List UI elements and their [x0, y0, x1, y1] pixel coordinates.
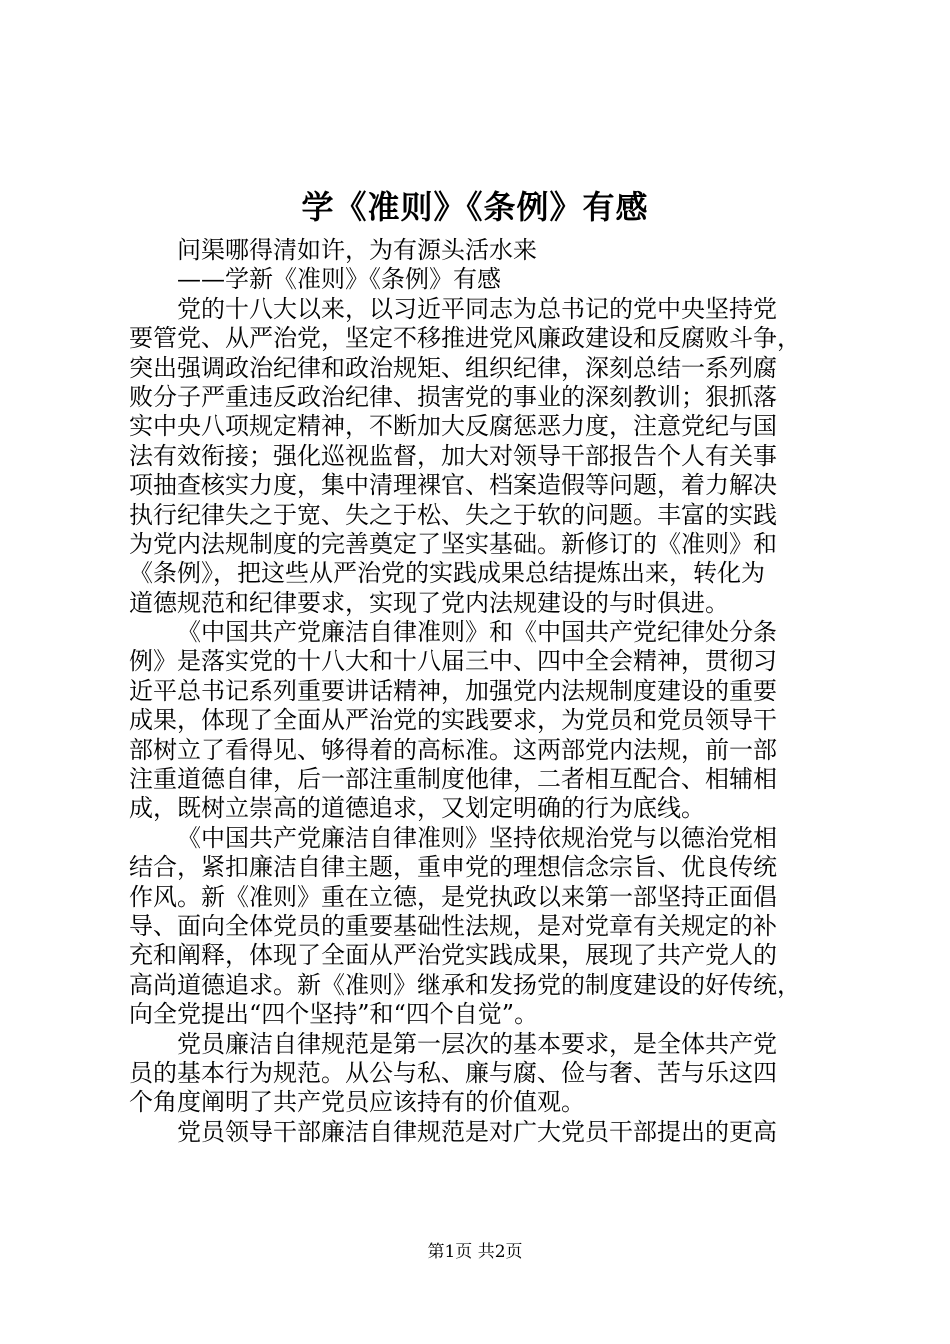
body-line: 《条例》，把这些从严治党的实践成果总结提炼出来，转化为 — [129, 559, 765, 588]
body-line: 要管党、从严治党，坚定不移推进党风廉政建设和反腐败斗争， — [129, 324, 801, 353]
body-line: 法有效衔接；强化巡视监督，加大对领导干部报告个人有关事 — [129, 441, 777, 470]
body-line: 部树立了看得见、够得着的高标准。这两部党内法规，前一部 — [129, 735, 777, 764]
body-line: 作风。新《准则》重在立德，是党执政以来第一部坚持正面倡 — [129, 882, 777, 911]
subtitle-line: ——学新《准则》《条例》有感 — [177, 265, 501, 294]
body-line: 结合，紧扣廉洁自律主题，重申党的理想信念宗旨、优良传统 — [129, 853, 777, 882]
page-footer: 第1页 共2页 — [427, 1242, 523, 1262]
body-line: 《中国共产党廉洁自律准则》和《中国共产党纪律处分条 — [177, 618, 777, 647]
body-line: 项抽查核实力度，集中清理裸官、档案造假等问题，着力解决 — [129, 471, 777, 500]
body-line: 党员廉洁自律规范是第一层次的基本要求，是全体共产党 — [177, 1029, 777, 1058]
subtitle-line: 问渠哪得清如许，为有源头活水来 — [177, 236, 537, 264]
body-line: 为党内法规制度的完善奠定了坚实基础。新修订的《准则》和 — [129, 529, 777, 558]
body-line: 党员领导干部廉洁自律规范是对广大党员干部提出的更高 — [177, 1117, 777, 1146]
body-line: 向全党提出“四个坚持”和“四个自觉”。 — [129, 1000, 539, 1029]
document-body — [129, 236, 837, 1147]
body-line: 道德规范和纪律要求，实现了党内法规建设的与时俱进。 — [129, 588, 729, 617]
body-line: 员的基本行为规范。从公与私、廉与腐、俭与奢、苦与乐这四 — [129, 1058, 777, 1087]
document-title: 学《准则》《条例》有感 — [301, 188, 649, 226]
body-line: 近平总书记系列重要讲话精神，加强党内法规制度建设的重要 — [129, 676, 777, 705]
body-line: 成，既树立崇高的道德追求，又划定明确的行为底线。 — [129, 794, 705, 823]
body-line: 高尚道德追求。新《准则》继承和发扬党的制度建设的好传统， — [129, 970, 801, 999]
body-line: 导、面向全体党员的重要基础性法规，是对党章有关规定的补 — [129, 911, 777, 940]
body-line: 个角度阐明了共产党员应该持有的价值观。 — [129, 1088, 585, 1117]
body-line: 注重道德自律，后一部注重制度他律，二者相互配合、相辅相 — [129, 765, 777, 794]
body-line: 执行纪律失之于宽、失之于松、失之于软的问题。丰富的实践 — [129, 500, 777, 529]
body-line: 《中国共产党廉洁自律准则》坚持依规治党与以德治党相 — [177, 823, 777, 852]
body-line: 突出强调政治纪律和政治规矩、组织纪律，深刻总结一系列腐 — [129, 353, 777, 382]
body-line: 例》是落实党的十八大和十八届三中、四中全会精神，贯彻习 — [129, 647, 777, 676]
body-line: 成果，体现了全面从严治党的实践要求，为党员和党员领导干 — [129, 706, 777, 735]
body-line: 实中央八项规定精神，不断加大反腐惩恶力度，注意党纪与国 — [129, 412, 777, 441]
body-line: 充和阐释，体现了全面从严治党实践成果，展现了共产党人的 — [129, 941, 777, 970]
body-line: 败分子严重违反政治纪律、损害党的事业的深刻教训；狠抓落 — [129, 382, 777, 411]
body-line: 党的十八大以来，以习近平同志为总书记的党中央坚持党 — [177, 294, 777, 323]
